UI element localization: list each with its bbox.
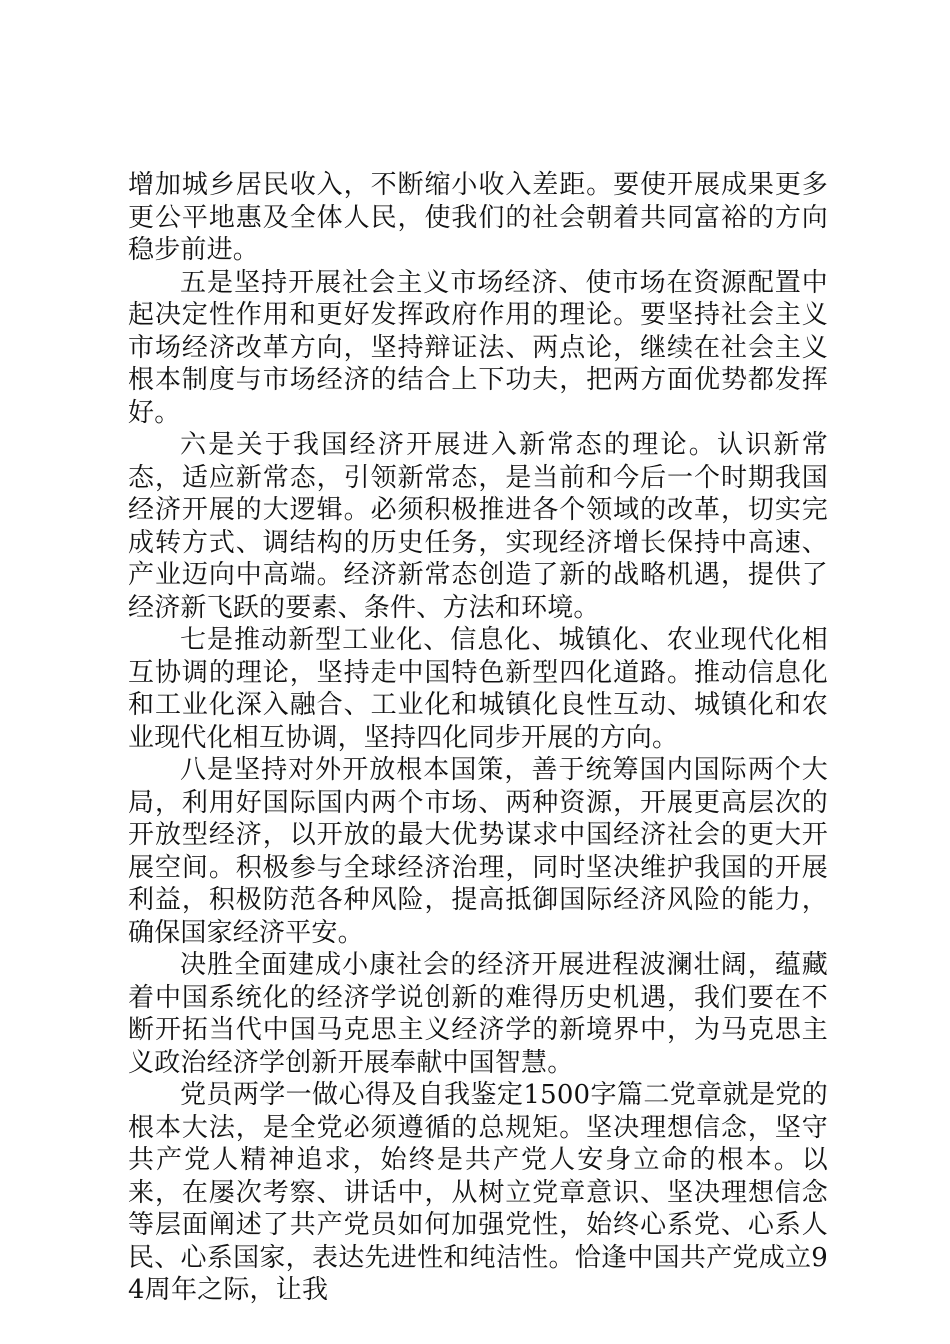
paragraph-point-eight: 八是坚持对外开放根本国策，善于统筹国内国际两个大局，利用好国际国内两个市场、两种资源，开展更高层次的开放型经济，以开放的最大优势谋求中国经济社会的更大开展空间。积极参与全球经济治理，同时坚决维护我国的开展利益，积极防范各种风险，提高抵御国际经济风险的能力，确保国家经济平安。 [128, 755, 828, 948]
paragraph-point-six: 六是关于我国经济开展进入新常态的理论。认识新常态，适应新常态，引领新常态，是当前和今后一个时期我国经济开展的大逻辑。必须积极推进各个领域的改革，切实完成转方式、调结构的历史任务，实现经济增长保持中高速、产业迈向中高端。经济新常态创造了新的战略机遇，提供了经济新飞跃的要素、条件、方法和环境。 [128, 430, 828, 623]
paragraph-point-seven: 七是推动新型工业化、信息化、城镇化、农业现代化相互协调的理论，坚持走中国特色新型四化道路。推动信息化和工业化深入融合、工业化和城镇化良性互动、城镇化和农业现代化相互协调，坚持四化同步开展的方向。 [128, 625, 828, 753]
document-body [128, 169, 828, 1307]
paragraph-point-five: 五是坚持开展社会主义市场经济、使市场在资源配置中起决定性作用和更好发挥政府作用的理论。要坚持社会主义市场经济改革方向，坚持辩证法、两点论，继续在社会主义根本制度与市场经济的结合上下功夫，把两方面优势都发挥好。 [128, 267, 828, 428]
paragraph-conclusion: 决胜全面建成小康社会的经济开展进程波澜壮阔，蕴藏着中国系统化的经济学说创新的难得历史机遇，我们要在不断开拓当代中国马克思主义经济学的新境界中，为马克思主义政治经济学创新开展奉献中国智慧。 [128, 950, 828, 1078]
paragraph-continued: 增加城乡居民收入，不断缩小收入差距。要使开展成果更多更公平地惠及全体人民，使我们的社会朝着共同富裕的方向稳步前进。 [128, 170, 828, 265]
paragraph-article-two: 党员两学一做心得及自我鉴定1500字篇二党章就是党的根本大法，是全党必须遵循的总规矩。坚决理想信念，坚守共产党人精神追求，始终是共产党人安身立命的根本。以来，在屡次考察、讲话中，从树立党章意识、坚决理想信念等层面阐述了共产党员如何加强党性，始终心系党、心系人民、心系国家，表达先进性和纯洁性。恰逢中国共产党成立94周年之际，让我 [128, 1080, 828, 1305]
